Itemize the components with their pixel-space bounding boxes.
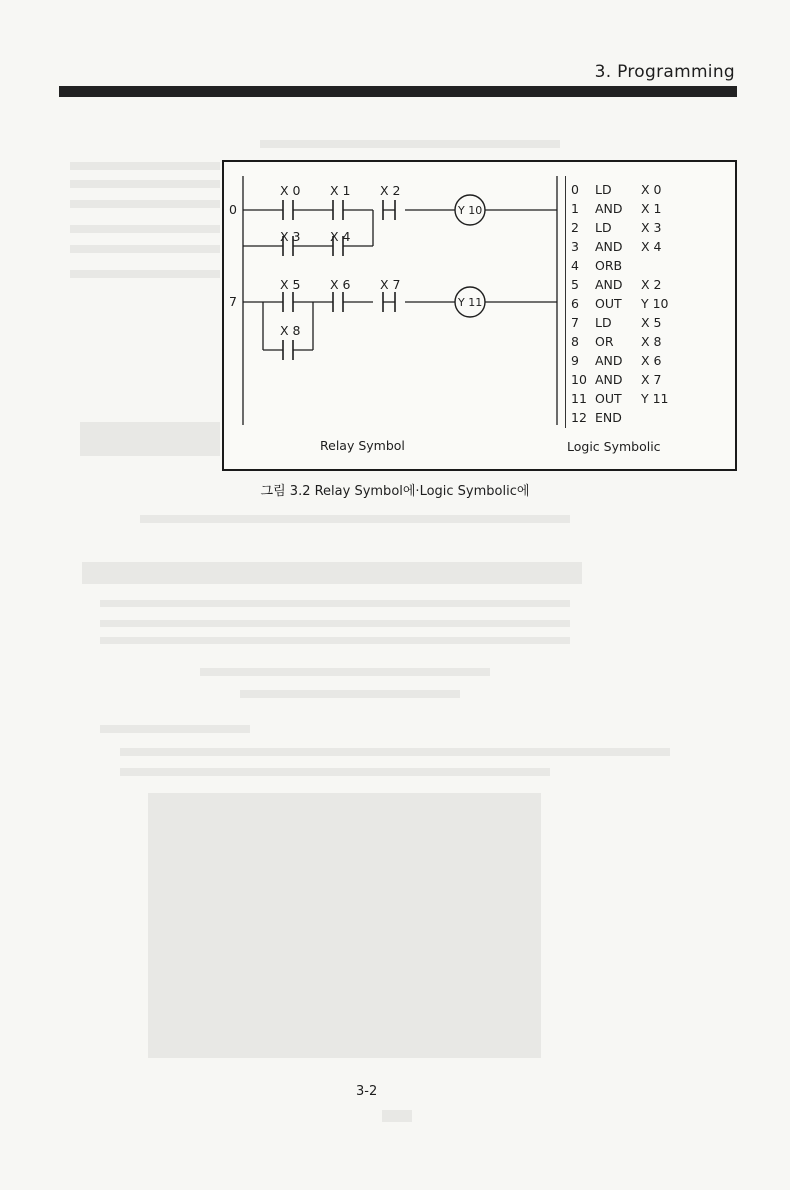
operand: X 7 — [641, 372, 662, 387]
step-number: 2 — [571, 220, 579, 235]
step-number: 1 — [571, 201, 579, 216]
instruction: END — [595, 410, 622, 425]
instruction: OUT — [595, 296, 622, 311]
instruction: AND — [595, 239, 623, 254]
logic-divider — [565, 176, 566, 428]
instruction: LD — [595, 182, 612, 197]
instruction: AND — [595, 277, 623, 292]
operand: X 3 — [641, 220, 662, 235]
logic-row — [571, 408, 701, 427]
contact-label: X 2 — [380, 183, 401, 198]
operand: X 1 — [641, 201, 662, 216]
coil-label: Y 11 — [458, 296, 483, 309]
logic-row — [571, 180, 701, 199]
logic-row — [571, 294, 701, 313]
instruction: OR — [595, 334, 614, 349]
step-number: 5 — [571, 277, 579, 292]
logic-symbolic-label: Logic Symbolic — [567, 439, 661, 454]
step-number: 11 — [571, 391, 587, 406]
instruction: LD — [595, 315, 612, 330]
contact-label: X 4 — [330, 229, 351, 244]
instruction: AND — [595, 372, 623, 387]
step-number: 4 — [571, 258, 579, 273]
step-number: 9 — [571, 353, 579, 368]
contact-label: X 5 — [280, 277, 301, 292]
step-number: 0 — [571, 182, 579, 197]
coil-label: Y 10 — [458, 204, 483, 217]
operand: Y 11 — [641, 391, 669, 406]
instruction: OUT — [595, 391, 622, 406]
operand: X 5 — [641, 315, 662, 330]
logic-row — [571, 370, 701, 389]
logic-row — [571, 313, 701, 332]
instruction: ORB — [595, 258, 623, 273]
section-header: 3. Programming — [594, 62, 735, 82]
operand: X 6 — [641, 353, 662, 368]
logic-row — [571, 332, 701, 351]
operand: X 0 — [641, 182, 662, 197]
logic-row — [571, 199, 701, 218]
contact-label: X 0 — [280, 183, 301, 198]
rung-number: 7 — [229, 294, 237, 309]
operand: X 2 — [641, 277, 662, 292]
logic-row — [571, 218, 701, 237]
contact-label: X 1 — [330, 183, 351, 198]
rung-number: 0 — [229, 202, 237, 217]
logic-row — [571, 389, 701, 408]
page-number: 3-2 — [356, 1084, 378, 1099]
step-number: 6 — [571, 296, 579, 311]
step-number: 12 — [571, 410, 587, 425]
logic-listing — [571, 180, 701, 427]
contact-label: X 6 — [330, 277, 351, 292]
logic-row — [571, 351, 701, 370]
instruction: AND — [595, 201, 623, 216]
instruction: LD — [595, 220, 612, 235]
step-number: 10 — [571, 372, 587, 387]
contact-label: X 7 — [380, 277, 401, 292]
logic-row — [571, 256, 701, 275]
instruction: AND — [595, 353, 623, 368]
contact-label: X 8 — [280, 323, 301, 338]
operand: Y 10 — [641, 296, 669, 311]
step-number: 8 — [571, 334, 579, 349]
contact-label: X 3 — [280, 229, 301, 244]
figure-caption: 그림 3.2 Relay Symbol에·Logic Symbolic에 — [260, 484, 530, 499]
operand: X 8 — [641, 334, 662, 349]
step-number: 7 — [571, 315, 579, 330]
logic-row — [571, 237, 701, 256]
relay-symbol-label: Relay Symbol — [320, 438, 405, 453]
step-number: 3 — [571, 239, 579, 254]
logic-row — [571, 275, 701, 294]
operand: X 4 — [641, 239, 662, 254]
